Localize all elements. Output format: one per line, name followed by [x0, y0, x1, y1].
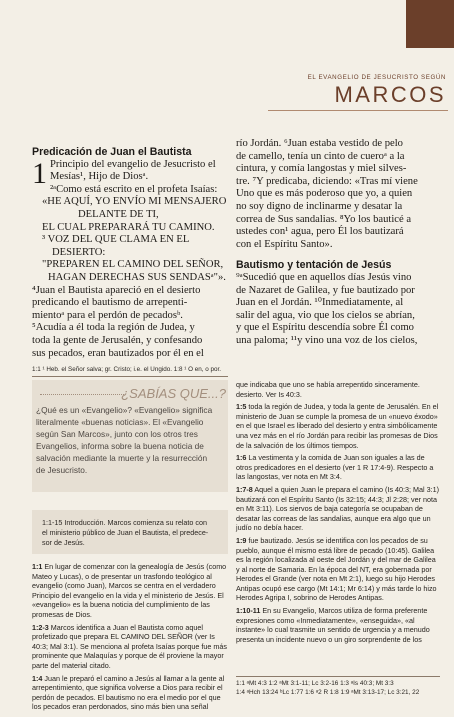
study-note: 1:10-11 En su Evangelio, Marcos utiliza de forma preferente expresiones como «Inmediatamente», «enseguida», «al instante» lo cual trasmite un sentido de urgencia y a menudo presenta un incidente nuevo o un giro sorprendente de los — [236, 606, 430, 644]
sidebar-line: literalmente «buenas noticias». El «Evangelio — [36, 417, 204, 427]
verse-line: Uno que es más poderoso que yo, a quien — [236, 188, 413, 200]
verse-line: de camello, tenía un cinto de cueroᵃ a la — [236, 150, 405, 162]
intro-line: el ministerio público de Juan el Bautista, el predece- — [42, 528, 209, 537]
verse-line: tre. ⁷Y predicaba, diciendo: «Tras mí viene — [236, 175, 418, 187]
verse-line: predicando el bautismo de arrepenti- — [32, 297, 188, 309]
study-note: que indicaba que uno se había arrepentido sinceramente. desierto. Ver Is 40:3. — [236, 380, 420, 399]
verse-line: y que el Espíritu descendía sobre Él como — [236, 322, 414, 334]
study-note: 1:4 Juan le preparó el camino a Jesús al llamar a la gente al arrepentimiento, que significa volverse a Dios para recibir el perdón de pecados. El bautismo no era el medio por el que los pecados eran perdonados, sino más bien una señal — [32, 673, 225, 712]
sidebar-line: ¿Qué es un «Evangelio»? «Evangelio» significa — [36, 405, 213, 415]
verse-line: con el Espíritu Santo». — [236, 238, 333, 250]
verse-line: Mesías¹, Hijo de Diosᵃ. — [50, 171, 149, 183]
verse-line: río Jordán. ⁶Juan estaba vestido de pelo — [236, 138, 403, 149]
book-title: MARCOS — [334, 82, 446, 107]
verse-line: toda la gente de Jerusalén, y confesando — [32, 334, 203, 346]
sabias-que-text — [36, 404, 224, 476]
verse-line: DESIERTO: — [52, 246, 106, 258]
sidebar-line: Evangelios, informa sobre la buena noticia de — [36, 441, 204, 451]
translation-footnote: 1:1 ¹ Heb. el Señor salva; gr. Cristo; i.e. el Ungido. 1:8 ¹ O en, o por. — [32, 366, 222, 373]
verse-line: ⁵Acudía a él toda la región de Judea, y — [32, 322, 195, 334]
dotted-divider — [40, 394, 124, 396]
section-heading: Bautismo y tentación de Jesús — [236, 259, 392, 272]
crossref-line: 1:1 ᵃMt 4:3 1:2 ᵃMt 3:1-11; Lc 3:2-16 1:3 ᵃIs 40:3; Mt 3:3 — [236, 680, 394, 687]
verse-line: cintura, y comía langostas y miel silves- — [236, 163, 407, 175]
chapter-tab — [406, 0, 454, 48]
sidebar-line: de Jesucristo. — [36, 465, 88, 475]
verse-line: mientoᵃ para el perdón de pecadosᵇ. — [32, 309, 183, 321]
verse-line: ²ᵃComo está escrito en el profeta Isaías: — [50, 183, 218, 195]
verse-line: "PREPAREN EL CAMINO DEL SEÑOR, — [42, 259, 224, 271]
verse-line: Principio del evangelio de Jesucristo el — [50, 158, 216, 170]
sidebar-line: salvación mediante la muerte y la resurrección — [36, 453, 208, 463]
study-note: 1:2-3 Marcos identifica a Juan el Bautista como aquel profetizado que prepara EL CAMINO DEL SEÑOR (ver Is 40:3; Mal 3:1). Se menciona al profeta Isaías porque fue más prominente que Malaquías y porque de él proviene la mayor parte del material citado. — [32, 622, 227, 670]
verse-line: sus pecados, eran bautizados por él en el — [32, 347, 204, 359]
chapter-dropcap: 1 — [32, 156, 47, 190]
study-notes-left — [32, 562, 228, 715]
introduction-text — [42, 518, 220, 548]
footnote-divider — [32, 376, 228, 377]
cross-references — [236, 680, 440, 697]
right-text-column — [236, 138, 440, 348]
sabias-que-heading: ¿SABÍAS QUE...? — [121, 386, 226, 401]
study-note: 1:9 fue bautizado. Jesús se identifica con los pecados de su pueblo, aunque él mismo está libre de pecado (10:45). Galilea es la región localizada al oeste del Jordán y del mar de Galilea y al norte de Samaria. En la época del NT, era gobernada por Herodes el Grande (ver nota en Mt 2:1), luego su hijo Herodes Antipas ocupó ese cargo (Mt 14:1; Mr 6:14) y más tarde lo hizo Herodes Agripa I, sobrino de Herodes Antipas. — [236, 535, 437, 603]
verse-line: Juan en el Jordán. ¹⁰Inmediatamente, al — [236, 297, 404, 309]
header-divider — [268, 110, 448, 111]
verse-line: «HE AQUÍ, YO ENVÍO MI MENSAJERO — [42, 196, 227, 208]
crossref-divider — [236, 676, 440, 677]
verse-line: DELANTE DE TI, — [78, 208, 159, 220]
verse-line: HAGAN DERECHAS SUS SENDASᵃ"». — [48, 271, 226, 283]
sidebar-line: según San Marcos», junto con los otros tres — [36, 429, 198, 439]
study-note: 1:6 La vestimenta y la comida de Juan son iguales a las de otros predicadores en el desierto (ver 1 R 17:4-9). Respecto a las langostas, ver nota en Mt 3:4. — [236, 453, 434, 482]
verse-line: ustedes con¹ agua, pero Él los bautizará — [236, 226, 404, 238]
verse-line: correa de Sus sandalias. ⁸Yo los bauticé a — [236, 213, 412, 225]
verse-line: ³ VOZ DEL QUE CLAMA EN EL — [42, 234, 190, 246]
verse-line: EL CUAL PREPARARÁ TU CAMINO. — [42, 221, 215, 233]
verse-line: salir del agua, vio que los cielos se abrían, — [236, 309, 415, 321]
study-note: 1:5 toda la región de Judea, y toda la gente de Jerusalén. En el ministerio de Juan se cumple la promesa de un «nuevo éxodo» en el que Israel es liberado del desierto y entra simbólicamente una vez más en el río Jordán para recibir las promesas de Dios de la salvación de los últimos tiempos. — [236, 402, 439, 450]
verse-line: ⁹ᵃSucedió que en aquellos días Jesús vino — [236, 271, 412, 283]
verse-line: no soy digno de inclinarme y desatar la — [236, 200, 403, 212]
intro-line: sor de Jesús. — [42, 538, 85, 547]
study-note: 1:1 En lugar de comenzar con la genealogía de Jesús (como Mateo y Lucas), o de presentar un trasfondo teológico al evangelio (como Juan), Marcos se centra en el verdadero Principio del evangelio en la vida y el ministerio de Jesús. El «evangelio» es la buena noticia del cumplimiento de las promesas de Dios. — [32, 562, 227, 619]
study-note: 1:7-8 Aquel a quien Juan le prepara el camino (Is 40:3; Mal 3:1) bautizará con el Espíritu Santo (Is 32:15; 44:3; Jl 2:28; ver nota en Mt 3:11). Los siervos de baja categoría se ocupaban de desatar las correas de las sandalias, aunque era algo que un judío no debía hacer. — [236, 484, 439, 533]
section-heading: Predicación de Juan el Bautista — [32, 146, 192, 158]
intro-line: 1:1-15 Introducción. Marcos comienza su relato con — [42, 518, 207, 527]
left-text-column — [32, 146, 228, 360]
crossref-line: 1:4 ᵃHch 13:24 ᵇLc 1:77 1:6 ᵃ2 R 1:8 1:9 ᵃMt 3:13-17; Lc 3:21, 22 — [236, 688, 420, 696]
verse-line: una paloma; ¹¹y vino una voz de los cielos, — [236, 334, 418, 346]
verse-line: ⁴Juan el Bautista apareció en el desierto — [32, 284, 201, 296]
study-notes-right — [236, 380, 440, 647]
verse-line: de Nazaret de Galilea, y fue bautizado por — [236, 284, 415, 296]
book-subtitle: EL EVANGELIO DE JESUCRISTO SEGÚN — [307, 74, 446, 81]
